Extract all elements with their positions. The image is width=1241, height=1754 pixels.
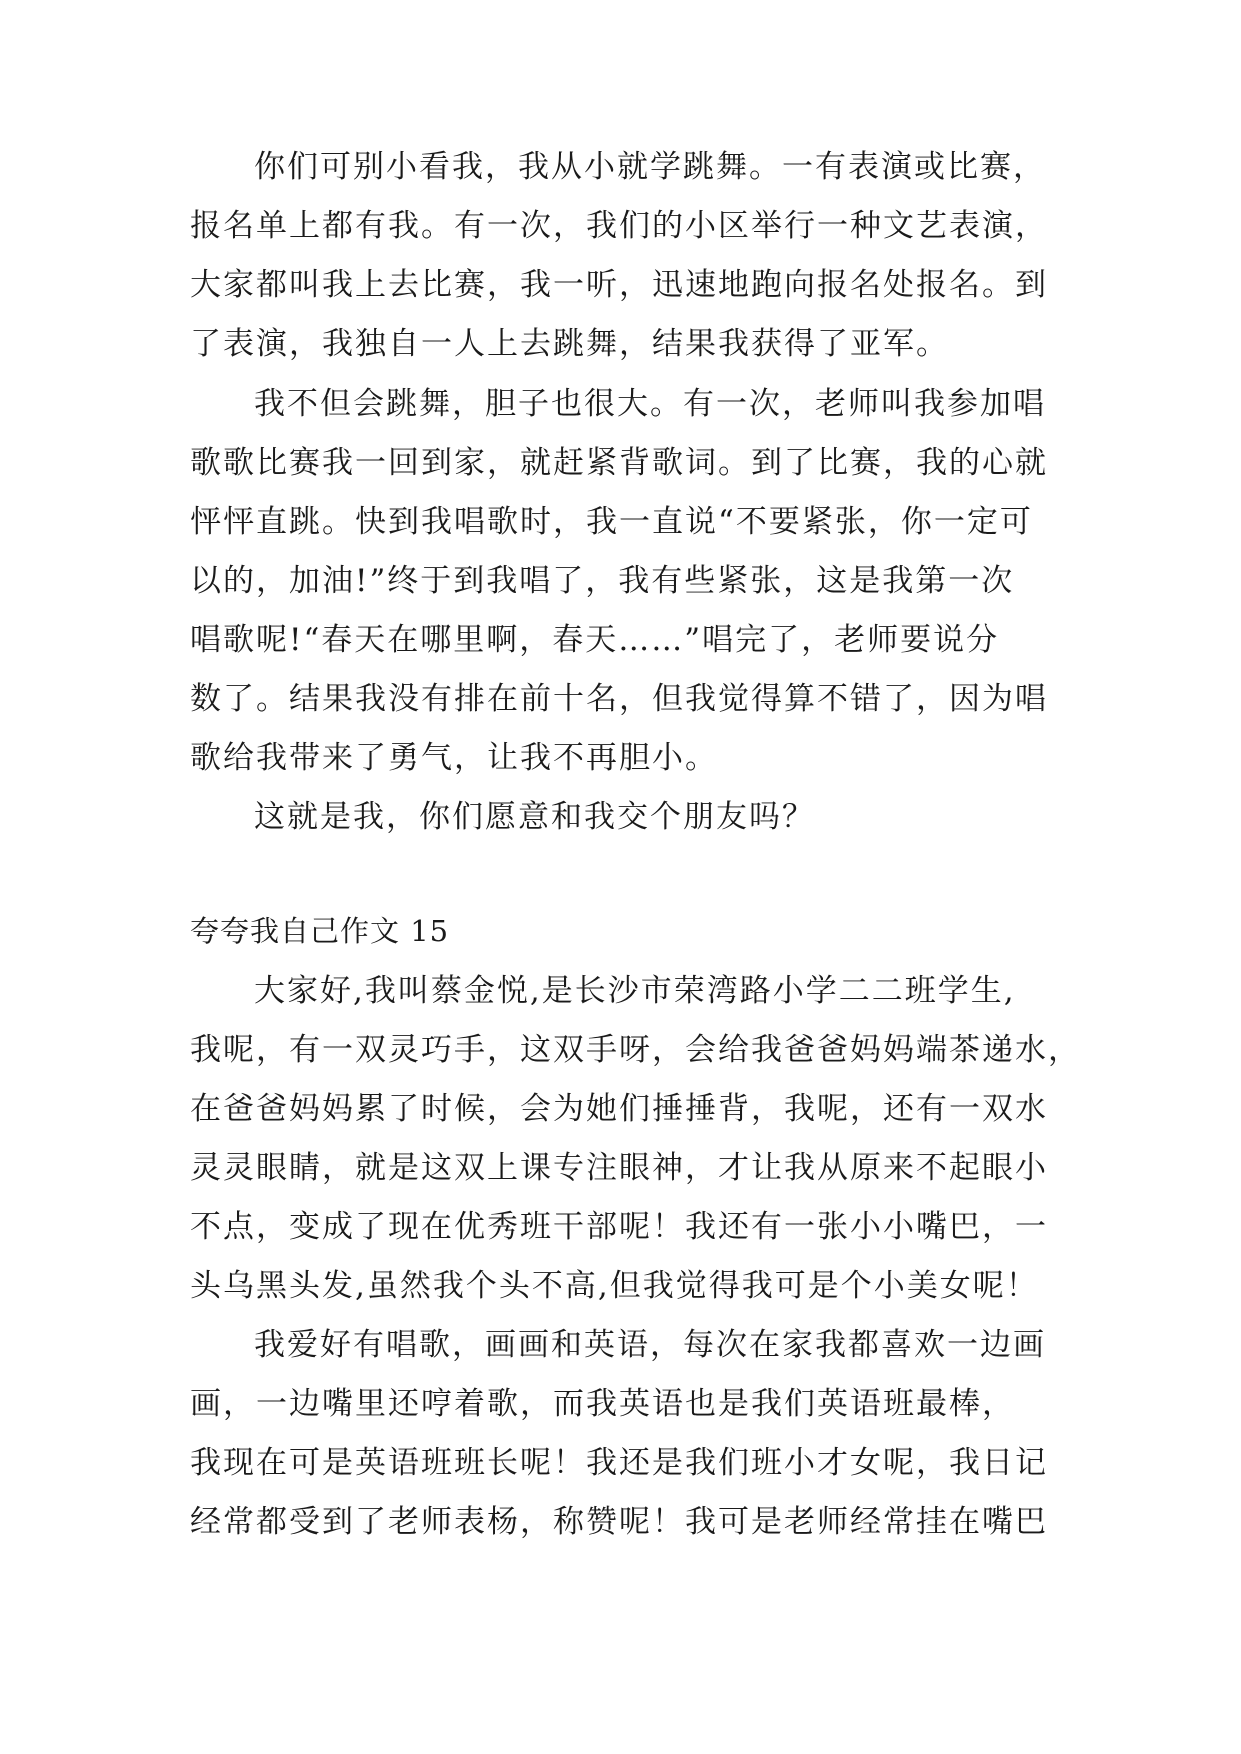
section-title: 夸夸我自己作文 15: [190, 914, 450, 948]
paragraph-line: 我现在可是英语班班长呢！我还是我们班小才女呢，我日记: [190, 1445, 1048, 1481]
paragraph-line: 了表演，我独自一人上去跳舞，结果我获得了亚军。: [190, 326, 949, 362]
paragraph-line: 怦怦直跳。快到我唱歌时，我一直说“不要紧张，你一定可: [190, 504, 1033, 540]
paragraph-line: 你们可别小看我，我从小就学跳舞。一有表演或比赛，: [254, 149, 1046, 185]
paragraph-line: 歌给我带来了勇气，让我不再胆小。: [190, 740, 718, 776]
paragraph-line: 灵灵眼睛，就是这双上课专注眼神，才让我从原来不起眼小: [190, 1150, 1048, 1186]
paragraph-line: 这就是我，你们愿意和我交个朋友吗？: [254, 799, 815, 835]
paragraph-line: 以的，加油!”终于到我唱了，我有些紧张，这是我第一次: [190, 563, 1015, 599]
paragraph-line: 大家好,我叫蔡金悦,是长沙市荣湾路小学二二班学生,: [254, 973, 1016, 1009]
paragraph-line: 在爸爸妈妈累了时候，会为她们捶捶背，我呢，还有一双水: [190, 1091, 1048, 1127]
paragraph-line: 不点，变成了现在优秀班干部呢！我还有一张小小嘴巴，一: [190, 1209, 1048, 1245]
paragraph-line: 大家都叫我上去比赛，我一听，迅速地跑向报名处报名。到: [190, 267, 1048, 303]
paragraph-line: 经常都受到了老师表杨，称赞呢！我可是老师经常挂在嘴巴: [190, 1504, 1048, 1540]
paragraph-line: 歌歌比赛我一回到家，就赶紧背歌词。到了比赛，我的心就: [190, 445, 1048, 481]
paragraph-line: 我呢，有一双灵巧手，这双手呀，会给我爸爸妈妈端茶递水，: [190, 1032, 1081, 1068]
paragraph-line: 画，一边嘴里还哼着歌，而我英语也是我们英语班最棒，: [190, 1386, 1015, 1422]
paragraph-line: 唱歌呢!“春天在哪里啊，春天……”唱完了，老师要说分: [190, 622, 1000, 658]
paragraph-line: 我不但会跳舞，胆子也很大。有一次，老师叫我参加唱: [254, 386, 1046, 422]
paragraph-line: 头乌黑头发,虽然我个头不高,但我觉得我可是个小美女呢！: [190, 1268, 1039, 1304]
paragraph-line: 报名单上都有我。有一次，我们的小区举行一种文艺表演，: [190, 208, 1048, 244]
paragraph-line: 我爱好有唱歌，画画和英语，每次在家我都喜欢一边画: [254, 1327, 1046, 1363]
paragraph-line: 数了。结果我没有排在前十名，但我觉得算不错了，因为唱: [190, 681, 1048, 717]
